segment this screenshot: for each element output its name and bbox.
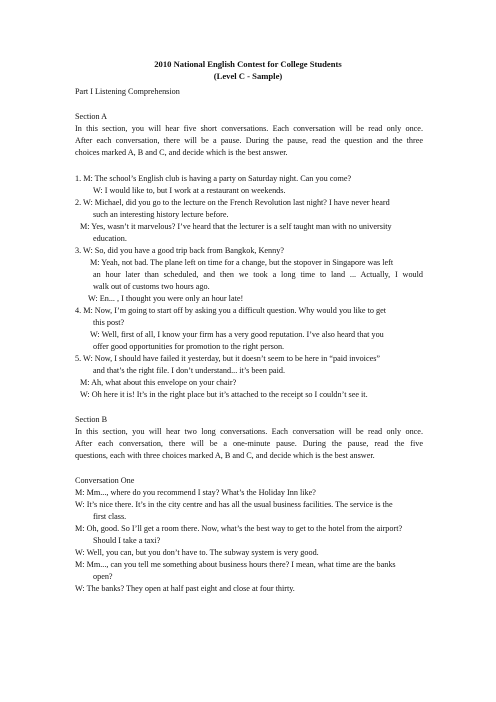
section-a-heading: Section A — [75, 112, 108, 121]
contest-level: (Level C - Sample) — [213, 71, 283, 81]
conversation-line: an hour later than scheduled, and then we took a long time to land ... Actually, I would — [93, 270, 423, 279]
conversation-line: 5. W: Now, I should have failed it yesterday, but it doesn’t seem to be here in “paid invoices” — [75, 354, 381, 363]
section-b-instructions: questions, each with three choices marked A, B and C, and decide which is the best answer. — [75, 451, 375, 460]
section-b-heading: Section B — [75, 415, 108, 424]
conversation-line: M: Mm..., where do you recommend I stay? What’s the Holiday Inn like? — [75, 488, 316, 497]
conversation-line: offer good opportunities for promotion to the right person. — [93, 342, 285, 351]
conversation-line: W: It’s nice there. It’s in the city centre and has all the usual business facilities. The service is the — [75, 500, 393, 509]
section-a-instructions: In this section, you will hear five short conversations. Each conversation will be read only once. — [75, 124, 423, 133]
section-b-instructions: In this section, you will hear two long conversations. Each conversation will be read only once. — [75, 427, 423, 436]
section-a-instructions: choices marked A, B and C, and decide which is the best answer. — [75, 148, 288, 157]
conversation-line: education. — [93, 234, 127, 243]
conversation-line: W: En... , I thought you were only an hour late! — [88, 294, 244, 303]
conversation-line: W: Oh here it is! It’s in the right place but it’s attached to the receipt so I couldn’t see it. — [80, 390, 368, 399]
conversation-heading: Conversation One — [75, 476, 135, 485]
conversation-line: Should I take a taxi? — [93, 536, 161, 545]
conversation-line: 3. W: So, did you have a good trip back from Bangkok, Kenny? — [75, 246, 284, 255]
conversation-line: M: Yes, wasn’t it marvelous? I’ve heard that the lecturer is a self taught man with no university — [80, 222, 392, 231]
conversation-line: and that’s the right file. I don’t understand... it’s been paid. — [93, 366, 285, 375]
conversation-line: M: Mm..., can you tell me something about business hours there? I mean, what time are the banks — [75, 560, 396, 569]
conversation-line: 1. M: The school’s English club is having a party on Saturday night. Can you come? — [75, 174, 352, 183]
conversation-line: 4. M: Now, I’m going to start off by asking you a difficult question. Why would you like to get — [75, 306, 387, 315]
conversation-line: walk out of customs two hours ago. — [93, 282, 210, 291]
conversation-line: M: Oh, good. So I’ll get a room there. Now, what’s the best way to get to the hotel from the airport? — [75, 524, 403, 533]
conversation-line: M: Yeah, not bad. The plane left on time for a change, but the stopover in Singapore was left — [90, 258, 394, 267]
conversation-line: W: Well, you can, but you don’t have to. The subway system is very good. — [75, 548, 319, 557]
section-a-instructions: After each conversation, there will be a pause. During the pause, read the question and the three — [75, 136, 423, 145]
conversation-line: W: The banks? They open at half past eight and close at four thirty. — [75, 584, 295, 593]
section-b-instructions: After each conversation, there will be a one-minute pause. During the pause, read the five — [75, 439, 423, 448]
conversation-line: 2. W: Michael, did you go to the lecture on the French Revolution last night? I have never heard — [75, 198, 390, 207]
conversation-line: W: I would like to, but I work at a restaurant on weekends. — [93, 186, 286, 195]
conversation-line: open? — [93, 572, 113, 581]
conversation-line: W: Well, first of all, I know your firm has a very good reputation. I’ve also heard that you — [90, 330, 384, 339]
conversation-line: this post? — [93, 318, 125, 327]
contest-title: 2010 National English Contest for College Students — [154, 59, 342, 69]
conversation-line: first class. — [93, 512, 127, 521]
part-heading: Part I Listening Comprehension — [75, 87, 180, 96]
conversation-line: M: Ah, what about this envelope on your chair? — [80, 378, 237, 387]
conversation-line: such an interesting history lecture before. — [93, 210, 229, 219]
